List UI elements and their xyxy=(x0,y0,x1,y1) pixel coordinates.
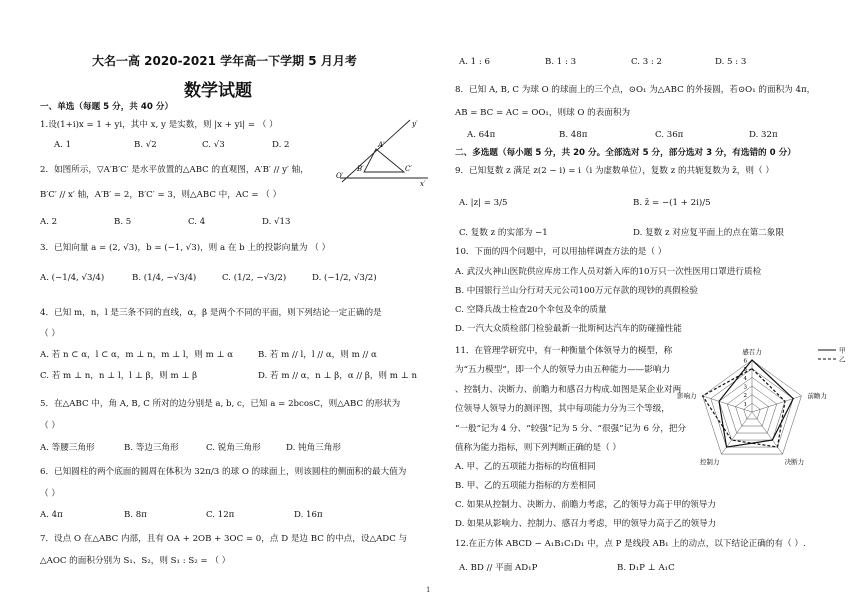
radar-legend-label: 甲 xyxy=(839,346,846,355)
q1-option-c: C. √3 xyxy=(202,140,225,150)
exam-header-school: 大名一高 2020-2021 学年高一下学期 5 月月考 xyxy=(92,54,357,68)
label-y-axis: y′ xyxy=(412,120,418,128)
q2-option-d: D. √13 xyxy=(262,217,291,227)
q1-option-a: A. 1 xyxy=(54,140,72,150)
q6-stem-line2: （ ） xyxy=(40,489,60,499)
q2-option-a: A. 2 xyxy=(40,217,58,227)
q3-option-d: D. (−1/2, √3/2) xyxy=(312,273,377,283)
q4-option-d: D. 若 m // α，n ⊥ β，α // β，则 m ⊥ n xyxy=(258,371,417,381)
radar-axis-label: 感召力 xyxy=(742,348,762,356)
q3-option-c: C. (1/2, −√3/2) xyxy=(222,273,287,283)
q2-stem-line2: B′C′ // x′ 轴，A′B′ = 2，B′C′ = 3，则△ABC 中，AC = （ ） xyxy=(40,190,282,200)
radar-tick-label: 5 xyxy=(743,367,747,374)
q7-stem-line1: 7．设点 O 在△ABC 内部，且有 OA + 2OB + 3OC = 0，点 D 是边 BC 的中点，设△ADC 与 xyxy=(40,534,408,544)
q3-stem: 3．已知向量 a = (2, √3)，b = (−1, √3)，则 a 在 b 上的投影向量为 （ ） xyxy=(40,243,331,253)
label-o: O′ xyxy=(336,172,344,180)
q1-option-d: D. 2 xyxy=(272,140,290,150)
q10-option-d: D. 一汽大众质检部门检验最新一批斯柯达汽车的防碰撞性能 xyxy=(455,324,682,334)
q6-option-d: D. 16π xyxy=(294,510,323,520)
section-multi-choice: 二、多选题（每小题 5 分，共 20 分。全部选对 5 分，部分选对 3 分，有选错的 0 分） xyxy=(455,148,796,158)
radar-tick-label: 1 xyxy=(743,401,747,408)
q9-option-c: C. 复数 z 的实部为 −1 xyxy=(459,228,548,238)
q4-option-c: C. 若 m ⊥ n，n ⊥ l，l ⊥ β，则 m ⊥ β xyxy=(40,371,198,381)
q11-option-c: C. 如果从控制力、决断力、前瞻力考虑，乙的领导力高于甲的领导力 xyxy=(455,500,716,510)
q8-option-c: C. 36π xyxy=(655,130,684,140)
q4-stem-line2: （ ） xyxy=(40,329,60,339)
q11-line-2: 为“五力模型”，即一个人的领导力由五种能力——影响力 xyxy=(455,365,671,375)
q10-option-a: A. 武汉火神山医院供应库房工作人员对新入库的10万只一次性医用口罩进行质检 xyxy=(455,267,762,277)
q2-figure xyxy=(334,116,430,192)
q9-option-a: A. |z| = 3/5 xyxy=(459,198,508,208)
label-x-axis: x′ xyxy=(420,180,426,188)
q2-option-b: B. 5 xyxy=(114,217,132,227)
triangle-abc xyxy=(364,149,404,172)
q5-option-b: B. 等边三角形 xyxy=(124,443,179,453)
radar-axis-label: 控制力 xyxy=(699,458,720,467)
q11-line-6: 值称为能力指标，则下列判断正确的是（ ） xyxy=(455,443,622,453)
page-number: 1 xyxy=(426,586,431,594)
q10-stem: 10．下面的四个问题中，可以用抽样调查方法的是（ ） xyxy=(455,247,667,257)
q4-option-b: B. 若 m // l，l // α，则 m // α xyxy=(258,350,377,360)
q5-option-d: D. 钝角三角形 xyxy=(286,443,342,453)
radar-axis-label: 影响力 xyxy=(677,391,697,400)
q11-option-d: D. 如果从影响力、控制力、感召力考虑，甲的领导力高于乙的领导力 xyxy=(455,519,717,529)
q3-option-a: A. (−1/4, √3/4) xyxy=(40,273,105,283)
q10-option-c: C. 空降兵战士检查20个伞包及伞的质量 xyxy=(455,305,607,315)
q8-stem-line2: AB = BC = AC = OO₁，则球 O 的表面积为 xyxy=(455,108,631,118)
q3-option-b: B. (1/4, −√3/4) xyxy=(132,273,197,283)
q9-option-d: D. 复数 z 对应复平面上的点在第二象限 xyxy=(633,228,784,238)
label-a: A′ xyxy=(378,141,385,149)
q7-stem-line2: △AOC 的面积分别为 S₁、S₂，则 S₁ : S₂ = （ ） xyxy=(40,556,231,566)
radar-legend-label: 乙 xyxy=(839,355,846,364)
q6-stem-line1: 6．已知圆柱的两个底面的圆周在体积为 32π/3 的球 O 的球面上，则该圆柱的侧面积的最大值为 xyxy=(40,467,407,477)
q11-line-4: 位领导人领导力的测评图，其中每项能力分为三个等级， xyxy=(455,404,670,414)
q11-option-b: B. 甲、乙的五项能力指标的方差相同 xyxy=(455,481,596,491)
radar-tick-label: 6 xyxy=(743,358,747,365)
q5-option-a: A. 等腰三角形 xyxy=(40,443,95,453)
radar-tick-label: 3 xyxy=(743,384,747,391)
label-b: B′ xyxy=(357,165,364,173)
q12-option-b: B. D₁P ⊥ A₁C xyxy=(617,563,675,573)
q1-option-b: B. √2 xyxy=(134,140,157,150)
q6-option-a: A. 4π xyxy=(40,510,63,520)
q12-option-a: A. BD // 平面 AD₁P xyxy=(459,563,538,573)
q7-option-b: B. 1 : 3 xyxy=(545,57,577,67)
q11-line-5: “一般”记为 4 分、“较强”记为 5 分、“很强”记为 6 分，把分 xyxy=(455,424,687,434)
section-single-choice: 一、单选（每题 5 分，共 40 分） xyxy=(40,102,174,112)
q8-stem-line1: 8．已知 A, B, C 为球 O 的球面上的三个点，⊙O₁ 为△ABC 的外接圆，若⊙O₁ 的面积为 4π， xyxy=(455,85,816,95)
q12-stem: 12.在正方体 ABCD − A₁B₁C₁D₁ 中，点 P 是线段 AB₁ 上的动点，以下结论正确的有（ ）. xyxy=(455,539,806,549)
q5-stem-line1: 5．在△ABC 中，角 A, B, C 所对的边分别是 a, b, c，已知 a = 2bcosC，则△ABC 的形状为 xyxy=(40,399,401,409)
exam-title: 数学试题 xyxy=(184,81,252,101)
q7-option-c: C. 3 : 2 xyxy=(631,57,663,67)
q8-option-a: A. 64π xyxy=(467,130,496,140)
q6-option-c: C. 12π xyxy=(206,510,235,520)
radar-spoke-1 xyxy=(752,396,801,412)
q6-option-b: B. 8π xyxy=(124,510,147,520)
q7-option-d: D. 5 : 3 xyxy=(715,57,747,67)
radar-axis-label: 前瞻力 xyxy=(807,391,827,400)
label-c: C′ xyxy=(405,165,412,173)
q11-option-a: A. 甲、乙的五项能力指标的均值相同 xyxy=(455,462,596,472)
q1-stem: 1.设(1+i)x = 1 + yi，其中 x, y 是实数，则 |x + yi| = （ ） xyxy=(40,120,278,130)
q7-option-a: A. 1 : 6 xyxy=(459,57,490,67)
y-axis-line xyxy=(342,120,410,182)
q4-option-a: A. 若 n ⊂ α，l ⊂ α，m ⊥ n，m ⊥ l，则 m ⊥ α xyxy=(40,350,234,360)
q9-stem: 9．已知复数 z 满足 z(2 − i) = i（i 为虚数单位），复数 z 的共轭复数为 z̄，则（ ） xyxy=(455,166,774,176)
radar-tick-label: 2 xyxy=(743,393,747,400)
radar-tick-label: 4 xyxy=(743,375,747,382)
q11-radar-chart xyxy=(677,338,858,478)
q11-line-3: 、控制力、决断力、前瞻力和感召力构成.如图是某企业对两 xyxy=(455,385,682,395)
q2-stem-line1: 2．如图所示，▽A′B′C′ 是水平放置的△ABC 的直观图，A′B′ // y′ 轴， xyxy=(40,165,309,175)
q2-option-c: C. 4 xyxy=(188,217,206,227)
radar-axis-label: 决断力 xyxy=(784,458,805,467)
q5-option-c: C. 锐角三角形 xyxy=(206,443,261,453)
q5-stem-line2: （ ） xyxy=(40,421,60,431)
q11-line-1: 11．在管理学研究中，有一种衡量个体领导力的模型，称 xyxy=(455,346,673,356)
q8-option-d: D. 32π xyxy=(749,130,778,140)
q8-option-b: B. 48π xyxy=(559,130,588,140)
q9-option-b: B. z̄ = −(1 + 2i)/5 xyxy=(633,198,711,208)
q4-stem-line1: 4．已知 m，n，l 是三条不同的直线，α，β 是两个不同的平面，则下列结论一定正确的是 xyxy=(40,308,382,318)
q10-option-b: B. 中国银行兰山分行对天元公司100万元存款的现钞的真假检验 xyxy=(455,286,699,296)
